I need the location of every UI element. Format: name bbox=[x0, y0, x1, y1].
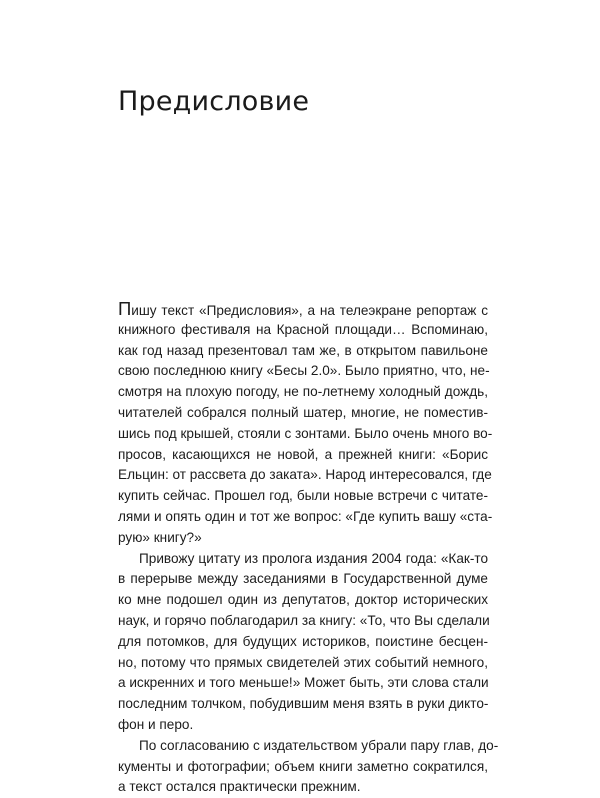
text-line: для потомков, для будущих историков, поистине бесцен- bbox=[118, 633, 488, 649]
text-line: в перерыве между заседаниями в Государственной думе bbox=[118, 571, 488, 587]
text-line: последним толчком, побудившим меня взять в руки дикто- bbox=[118, 696, 489, 712]
text-line: кументы и фотографии; объем книги заметно сократился, bbox=[118, 758, 488, 774]
text-line: купить сейчас. Прошел год, были новые встречи с читате- bbox=[118, 488, 488, 504]
text-line: читателей собрался полный шатер, многие, не поместив- bbox=[118, 404, 488, 420]
text-line: фон и перо. bbox=[118, 716, 194, 732]
text-line: как год назад презентовал там же, в открытом павильоне bbox=[118, 342, 488, 358]
text-line: шись под крышей, стояли с зонтами. Было очень много во- bbox=[118, 425, 493, 441]
text-line: Ельцин: от рассвета до заката». Народ интересовался, где bbox=[118, 467, 492, 483]
text-line: а искренних и того меньше!» Может быть, эти слова стали bbox=[118, 675, 489, 691]
text-line: смотря на плохую погоду, не по-летнему холодный дождь, bbox=[118, 384, 488, 400]
paragraph bbox=[118, 736, 499, 798]
body-text bbox=[118, 298, 499, 798]
text-line: наук, и горячо поблагодарил за книгу: «То, что Вы сделали bbox=[118, 612, 490, 628]
text-line: а текст остался практически прежним. bbox=[118, 779, 361, 795]
chapter-title: Предисловие bbox=[118, 86, 310, 117]
paragraph bbox=[118, 298, 493, 549]
text-line bbox=[118, 299, 488, 320]
text-line: По согласованию с издательством убрали пару глав, до- bbox=[139, 737, 499, 753]
text-line-content: ишу текст «Предисловия», а на телеэкране репортаж с bbox=[131, 303, 488, 318]
text-line: свою последнюю книгу «Бесы 2.0». Было приятно, что, не- bbox=[118, 363, 490, 379]
text-line: ко мне подошел один из депутатов, доктор исторических bbox=[118, 592, 488, 608]
text-line: просов, касающихся не новой, а прежней книги: «Борис bbox=[118, 446, 488, 462]
text-line: но, потому что прямых свидетелей этих событий немного, bbox=[118, 654, 488, 670]
drop-cap: П bbox=[118, 298, 132, 319]
paragraph bbox=[118, 549, 488, 736]
text-line: книжного фестиваля на Красной площади… Вспоминаю, bbox=[118, 321, 488, 337]
text-line: лями и опять один и тот же вопрос: «Где купить вашу «ста- bbox=[118, 508, 493, 524]
text-line: рую» книгу?» bbox=[118, 529, 202, 545]
text-line: Привожу цитату из пролога издания 2004 года: «Как-то bbox=[139, 550, 488, 566]
